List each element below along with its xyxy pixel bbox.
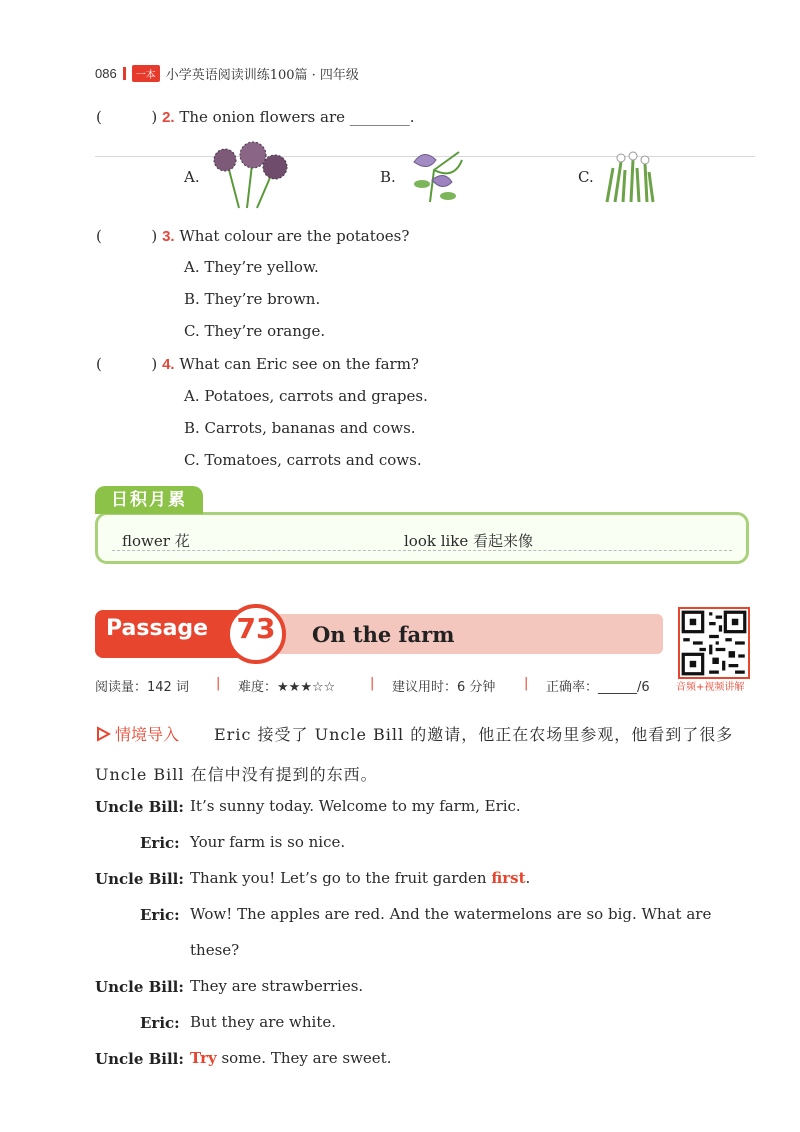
header-divider [123, 67, 126, 80]
dialogue-text: But they are white. [190, 1013, 337, 1031]
dialogue-line: Eric: [140, 906, 180, 924]
speaker: Uncle Bill [95, 978, 179, 996]
dialogue-text-cont: these? [190, 941, 240, 959]
question-number: 4. [162, 356, 175, 373]
speaker: Eric [140, 906, 175, 924]
answer-paren-close: ) [151, 108, 158, 126]
book-logo: 一本 [132, 65, 160, 82]
speaker: Uncle Bill [95, 1050, 179, 1068]
answer-paren-close: ) [151, 227, 158, 245]
option-c[interactable]: C. Tomatoes, carrots and cows. [184, 451, 422, 469]
qr-caption: 音频+视频讲解 [676, 682, 745, 693]
vocab-tag: 日积月累 [95, 486, 203, 514]
speaker: Eric [140, 834, 175, 852]
question-number: 3. [162, 228, 175, 245]
play-triangle-icon [95, 726, 111, 742]
speaker: Eric [140, 1014, 175, 1032]
passage-title: On the farm [312, 622, 455, 647]
option-b[interactable]: B. Carrots, bananas and cows. [184, 419, 416, 437]
page-number: 086 [95, 66, 117, 81]
difficulty-stars: ★★★☆☆ [277, 680, 336, 695]
morning-glory-icon [404, 140, 474, 205]
accuracy-label: 正确率： [546, 680, 599, 695]
speaker: Uncle Bill [95, 870, 179, 888]
dialogue-text: They are strawberries. [190, 977, 364, 995]
option-b-label[interactable]: B. [380, 168, 396, 186]
suggested-time: 建议用时：6 分钟 [392, 680, 496, 695]
option-b[interactable]: B. They’re brown. [184, 290, 321, 308]
answer-paren-open: ( [96, 355, 102, 373]
dialogue-text: Your farm is so nice. [190, 833, 346, 851]
answer-paren-close: ) [151, 355, 158, 373]
info-separator: | [216, 676, 221, 691]
question-2 [96, 107, 415, 128]
option-a[interactable]: A. They’re yellow. [184, 258, 319, 276]
speaker: Uncle Bill [95, 798, 179, 816]
book-title: 小学英语阅读训练100篇 · 四年级 [165, 68, 359, 83]
option-a[interactable]: A. Potatoes, carrots and grapes. [184, 387, 428, 405]
accuracy-blank[interactable]: ______/6 [598, 680, 650, 695]
intro-label [95, 722, 179, 745]
qr-code-icon[interactable] [678, 607, 750, 679]
intro-line-2: Uncle Bill 在信中没有提到的东西。 [95, 765, 378, 784]
vocab-item: flower 花 [122, 532, 190, 550]
question-text: What colour are the potatoes? [179, 227, 410, 245]
dialogue-text: Thank you! Let’s go to the fruit garden first. [190, 869, 531, 887]
question-4 [96, 354, 419, 375]
dialogue-text: It’s sunny today. Welcome to my farm, Eric. [190, 797, 521, 815]
question-number: 2. [162, 109, 175, 126]
option-c-label[interactable]: C. [578, 168, 594, 186]
dialogue-line: Uncle Bill: [95, 870, 184, 888]
onion-sprouts-icon [603, 148, 655, 204]
passage-number: 73 [236, 612, 276, 645]
answer-paren-open: ( [96, 108, 102, 126]
intro-label-text: 情境导入 [115, 725, 180, 744]
dialogue-text: Try some. They are sweet. [190, 1049, 392, 1067]
vocab-item: look like 看起来像 [404, 532, 534, 550]
option-a-label[interactable]: A. [184, 168, 200, 186]
accuracy [546, 676, 650, 695]
question-text: The onion flowers are ________. [179, 108, 415, 126]
dialogue-line: Eric: [140, 834, 180, 852]
answer-paren-open: ( [96, 227, 102, 245]
dialogue-line: Uncle Bill: [95, 798, 184, 816]
passage-word: Passage [106, 616, 209, 641]
info-separator: | [524, 676, 529, 691]
question-text: What can Eric see on the farm? [179, 355, 419, 373]
allium-flowers-icon [205, 140, 295, 212]
intro-line-1: Eric 接受了 Uncle Bill 的邀请，他正在农场里参观，他看到了很多 [214, 725, 734, 744]
dialogue-text: Wow! The apples are red. And the watermelons are so big. What are [190, 905, 712, 923]
dialogue-line: Uncle Bill: [95, 1050, 184, 1068]
info-separator: | [370, 676, 375, 691]
difficulty [238, 676, 335, 695]
question-3 [96, 226, 409, 247]
option-c[interactable]: C. They’re orange. [184, 322, 326, 340]
vocab-dash-line [112, 550, 732, 551]
word-count: 阅读量：142 词 [95, 680, 189, 695]
difficulty-label: 难度： [238, 680, 278, 695]
highlight-word: first [491, 869, 526, 887]
dialogue-line: Eric: [140, 1014, 180, 1032]
highlight-word: Try [190, 1049, 217, 1067]
dialogue-line: Uncle Bill: [95, 978, 184, 996]
page-header [95, 64, 359, 83]
